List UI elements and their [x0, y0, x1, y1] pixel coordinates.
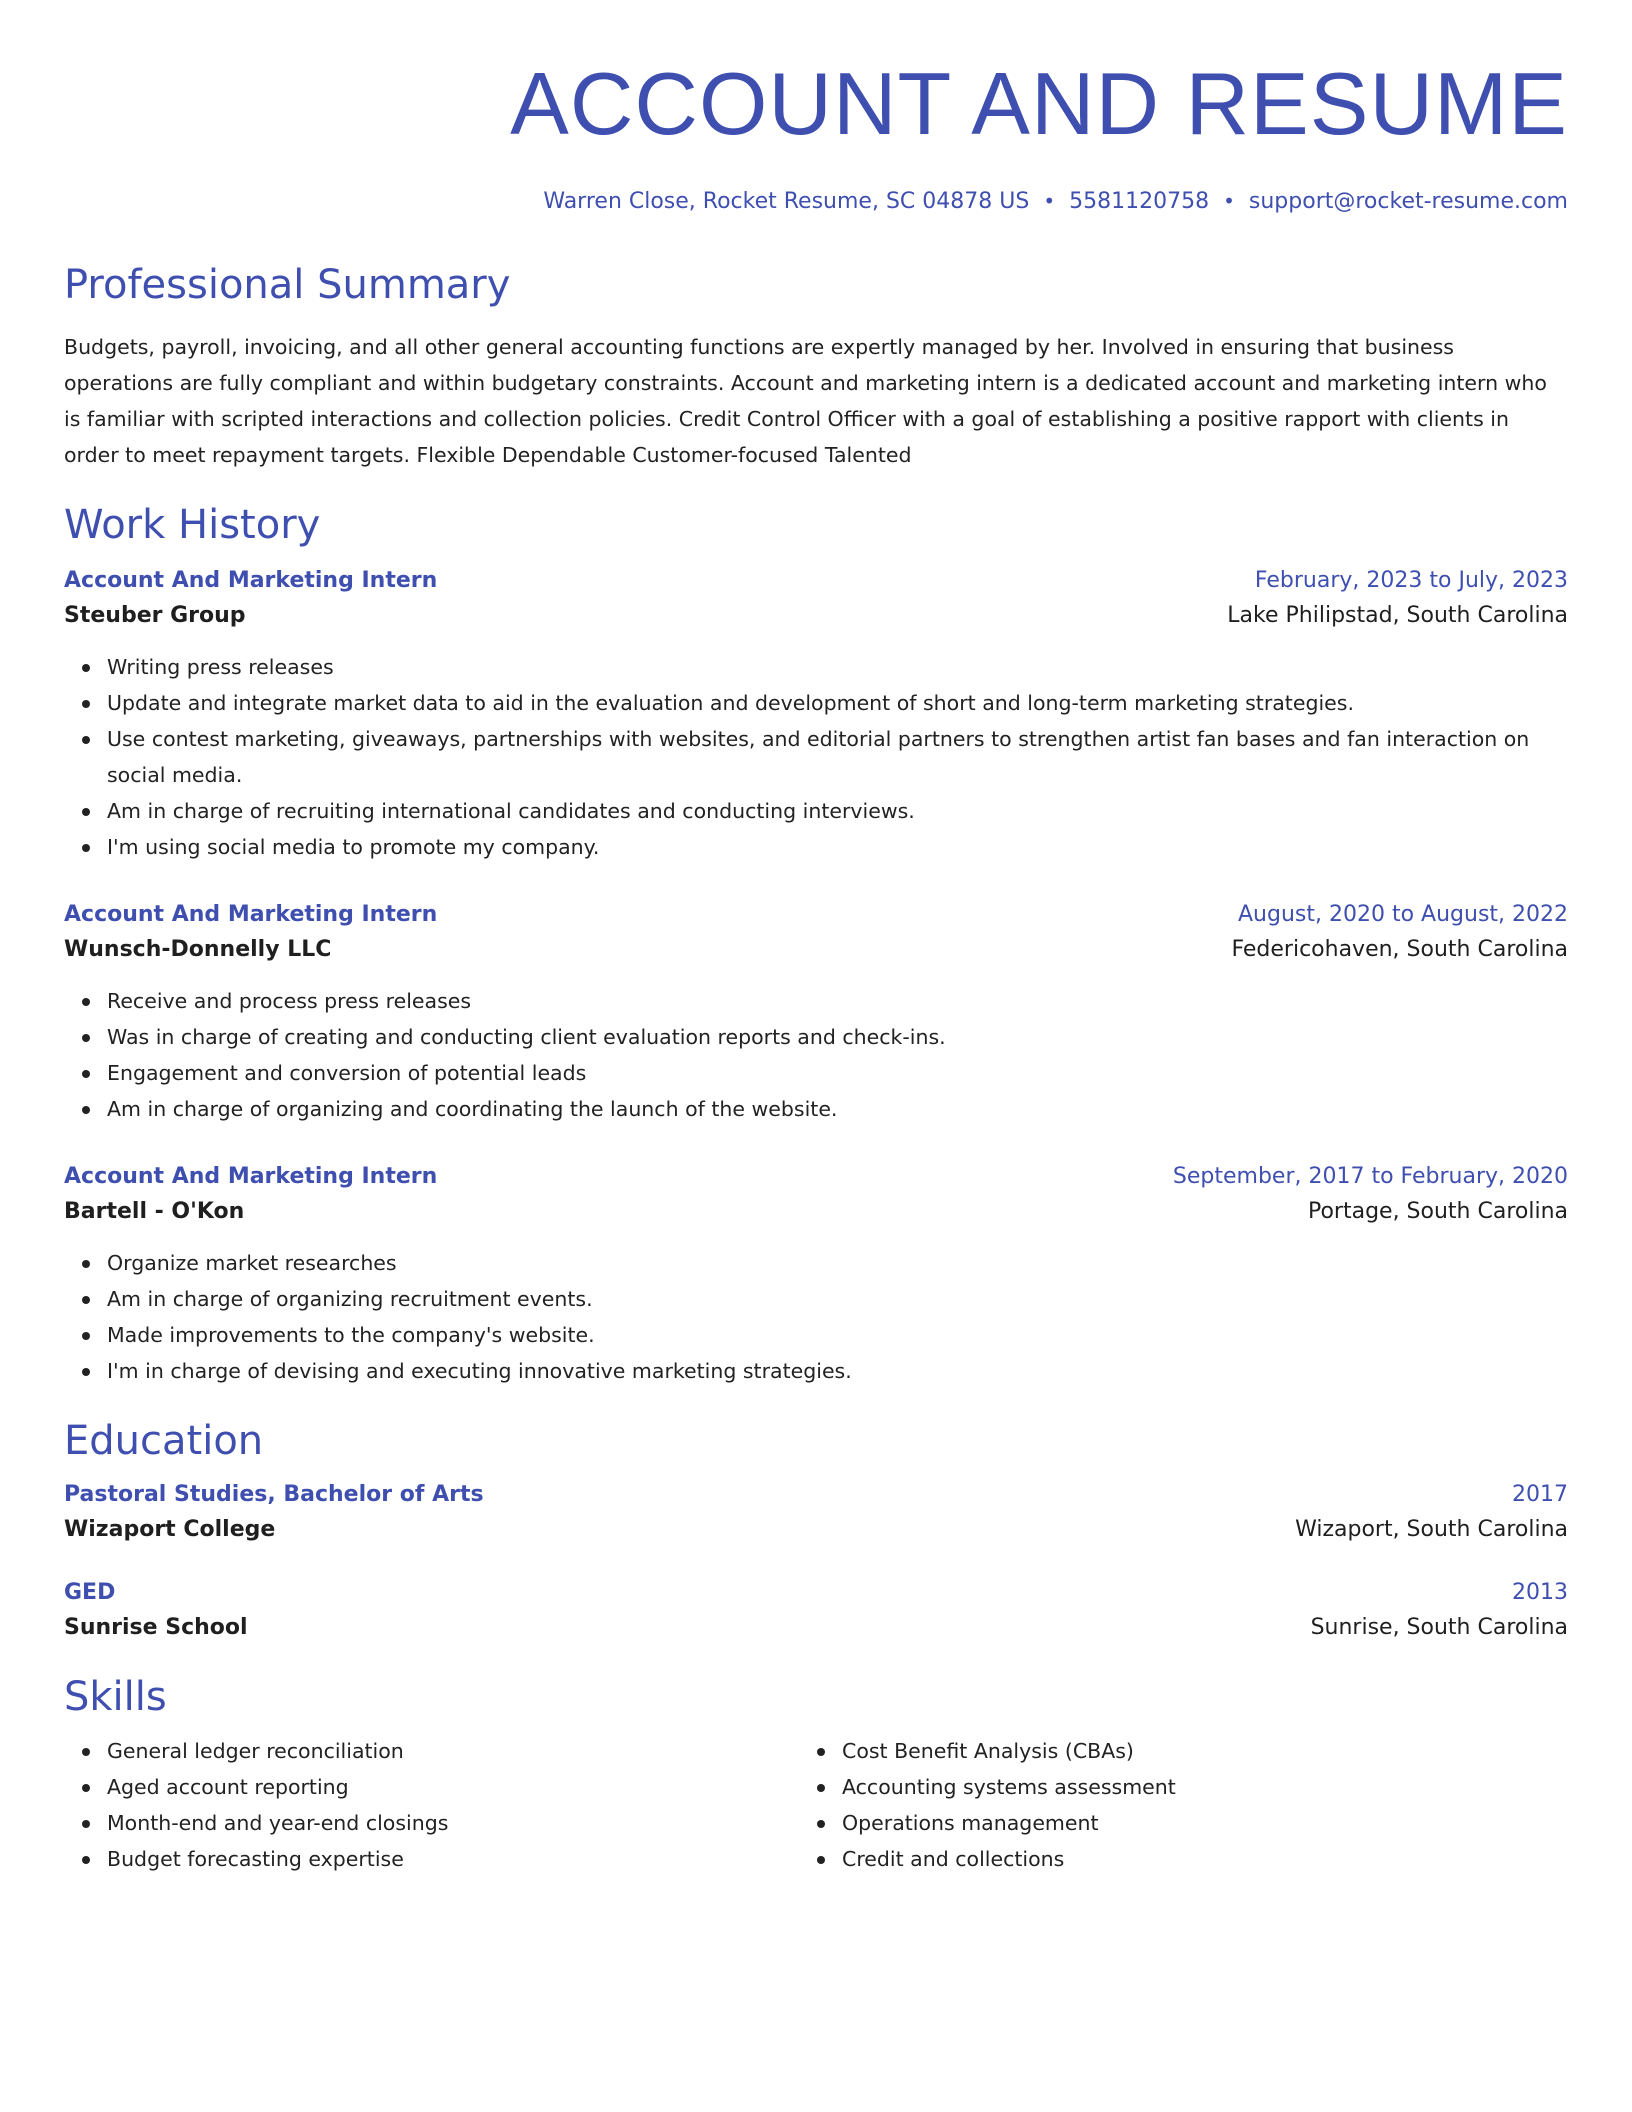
resume-name: ACCOUNT AND RESUME: [510, 54, 1568, 153]
education-entry: [64, 1577, 1568, 1647]
skill-item: Budget forecasting expertise: [107, 1841, 799, 1877]
skill-item: Credit and collections: [842, 1841, 1534, 1877]
work-history-section: [64, 501, 1568, 1389]
skills-heading: Skills: [64, 1674, 167, 1720]
education-year: 2017: [1512, 1482, 1568, 1507]
contact-separator: •: [1223, 189, 1235, 213]
job-bullet: Writing press releases: [107, 649, 1568, 685]
education-entry: [64, 1479, 1568, 1549]
job-company: Steuber Group: [64, 603, 246, 628]
job-dates: February, 2023 to July, 2023: [1254, 568, 1568, 593]
job-dates: August, 2020 to August, 2022: [1238, 902, 1568, 927]
education-section: [64, 1417, 1568, 1647]
job-bullet: Was in charge of creating and conducting client evaluation reports and check-ins.: [107, 1019, 1568, 1055]
job-bullet: I'm using social media to promote my company.: [107, 829, 1568, 865]
job-entry: [64, 1161, 1568, 1389]
skill-item: General ledger reconciliation: [107, 1733, 799, 1769]
contact-separator: •: [1043, 189, 1056, 213]
contact-phone: 5581120758: [1069, 189, 1210, 214]
summary-heading: Professional Summary: [64, 262, 511, 308]
skill-item: Month-end and year-end closings: [107, 1805, 799, 1841]
job-company: Bartell - O'Kon: [64, 1199, 245, 1224]
job-dates: September, 2017 to February, 2020: [1172, 1164, 1568, 1189]
education-location: Wizaport, South Carolina: [1295, 1517, 1568, 1542]
job-bullet: Am in charge of organizing recruitment events.: [107, 1281, 1568, 1317]
skill-item: Cost Benefit Analysis (CBAs): [842, 1733, 1534, 1769]
skill-item: Accounting systems assessment: [842, 1769, 1534, 1805]
job-bullet: Receive and process press releases: [107, 983, 1568, 1019]
education-location: Sunrise, South Carolina: [1310, 1615, 1568, 1640]
job-bullet: Am in charge of organizing and coordinating the launch of the website.: [107, 1091, 1568, 1127]
job-entry: [64, 565, 1568, 865]
contact-address: Warren Close, Rocket Resume, SC 04878 US: [543, 189, 1030, 214]
skills-list-left: [64, 1733, 799, 1877]
job-title: Account And Marketing Intern: [64, 1164, 438, 1189]
contact-line: [64, 186, 1568, 217]
job-location: Portage, South Carolina: [1307, 1199, 1568, 1224]
job-title: Account And Marketing Intern: [64, 568, 438, 593]
education-school: Sunrise School: [64, 1615, 248, 1640]
job-bullet: Am in charge of recruiting international candidates and conducting interviews.: [107, 793, 1568, 829]
job-bullet: Made improvements to the company's website.: [107, 1317, 1568, 1353]
job-bullet: Use contest marketing, giveaways, partnerships with websites, and editorial partners to strengthen artist fan bases and fan interaction on social media.: [107, 721, 1568, 793]
education-year: 2013: [1512, 1580, 1568, 1605]
work-history-heading: Work History: [64, 502, 321, 548]
contact-email: support@rocket-resume.com: [1248, 189, 1568, 214]
job-bullets: [64, 1245, 1568, 1389]
job-location: Federicohaven, South Carolina: [1231, 937, 1568, 962]
skills-section: [64, 1673, 1568, 1877]
job-bullet: Engagement and conversion of potential leads: [107, 1055, 1568, 1091]
job-bullet: I'm in charge of devising and executing innovative marketing strategies.: [107, 1353, 1568, 1389]
job-title: Account And Marketing Intern: [64, 902, 438, 927]
summary-text: Budgets, payroll, invoicing, and all other general accounting functions are expertly managed by her. Involved in ensuring that business operations are fully compliant and within budgetary constraints. Account and marketing intern is a dedicated account and marketing intern who is familiar with scripted interactions and collection policies. Credit Control Officer with a goal of establishing a positive rapport with clients in order to meet repayment targets. Flexible Dependable Customer-focused Talented: [64, 335, 1547, 467]
job-company: Wunsch-Donnelly LLC: [64, 937, 332, 962]
education-degree: GED: [64, 1580, 116, 1605]
resume-header: [64, 56, 1568, 217]
job-location: Lake Philipstad, South Carolina: [1227, 603, 1568, 628]
job-bullet: Update and integrate market data to aid in the evaluation and development of short and long-term marketing strategies.: [107, 685, 1568, 721]
skill-item: Operations management: [842, 1805, 1534, 1841]
skill-item: Aged account reporting: [107, 1769, 799, 1805]
education-degree: Pastoral Studies, Bachelor of Arts: [64, 1482, 484, 1507]
education-heading: Education: [64, 1418, 264, 1464]
job-bullet: Organize market researches: [107, 1245, 1568, 1281]
skills-columns: [64, 1733, 1568, 1877]
job-bullets: [64, 983, 1568, 1127]
skills-list-right: [799, 1733, 1534, 1877]
job-entry: [64, 899, 1568, 1127]
job-bullets: [64, 649, 1568, 865]
summary-section: [64, 261, 1568, 473]
education-school: Wizaport College: [64, 1517, 276, 1542]
